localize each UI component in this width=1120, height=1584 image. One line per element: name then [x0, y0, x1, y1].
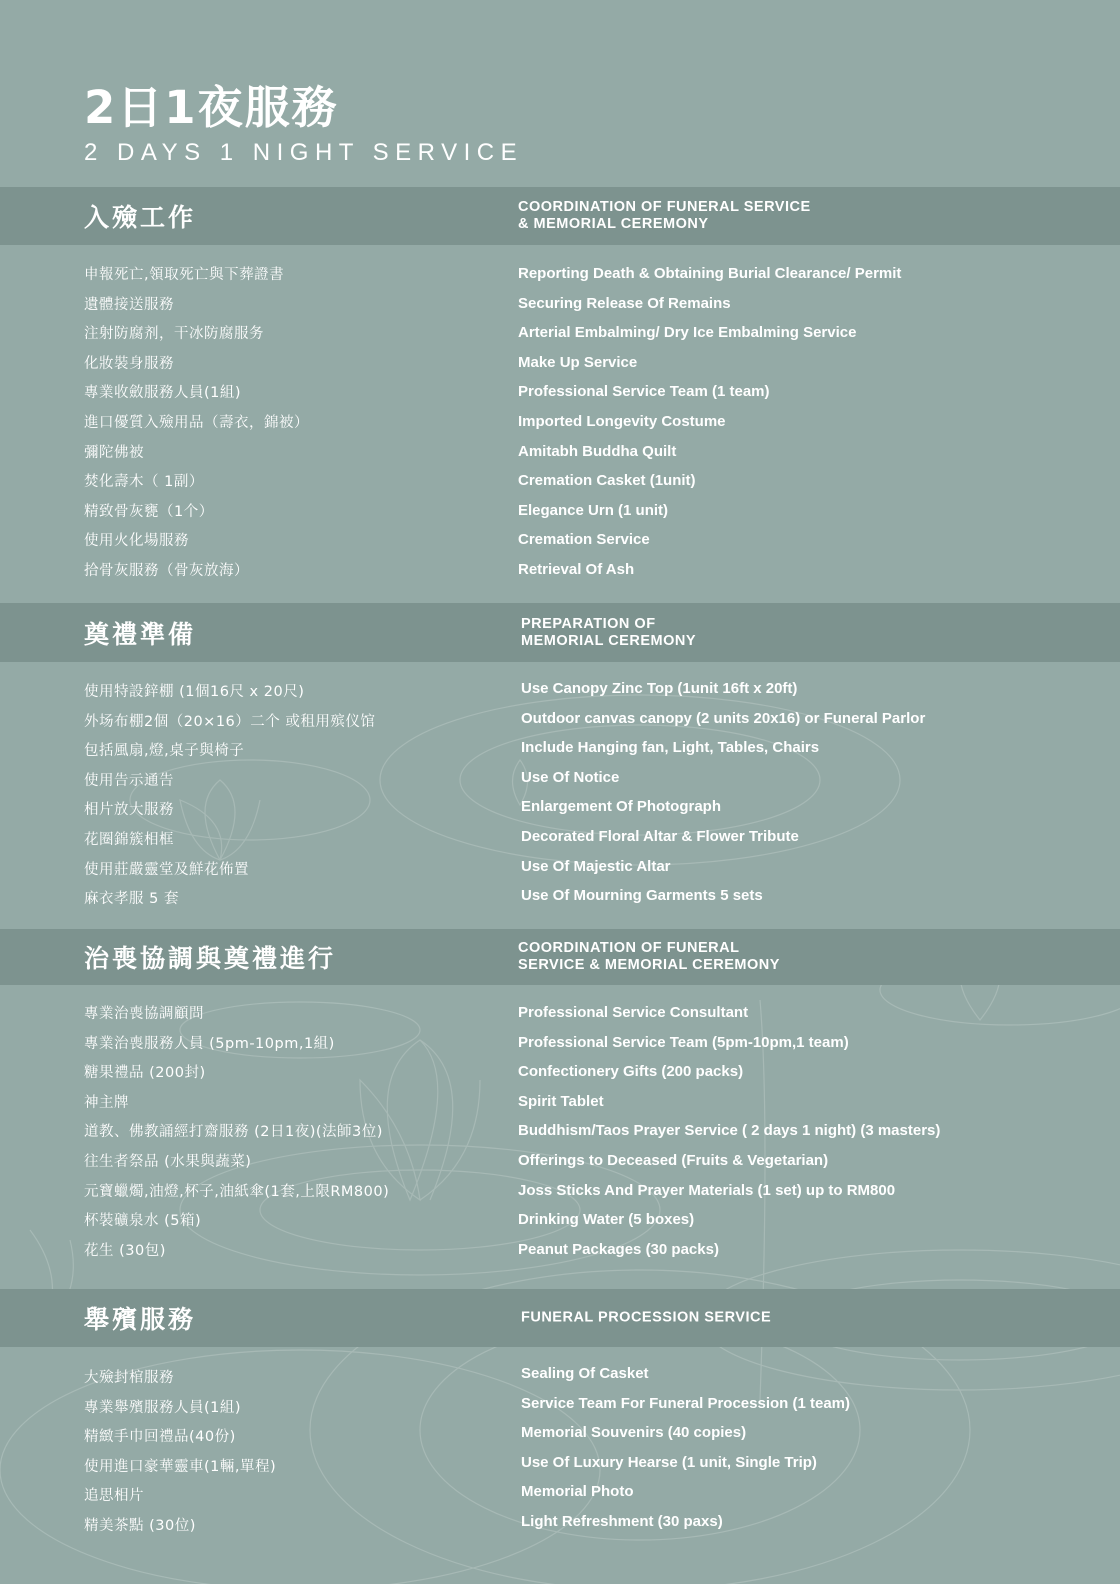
list-item: 申報死亡,領取死亡與下葬證書	[84, 267, 285, 283]
section-title-en	[521, 1310, 981, 1327]
list-item: 往生者祭品 (水果與蔬菜)	[84, 1153, 252, 1170]
list-item: Professional Service Team (1 team)	[518, 383, 770, 401]
list-item: 花圈錦簇相框	[84, 831, 174, 848]
list-item: 拾骨灰服務（骨灰放海）	[84, 562, 249, 579]
list-item: 專業治喪協調顧問	[84, 1006, 204, 1022]
list-item: Decorated Floral Altar & Flower Tribute	[521, 827, 799, 845]
list-item: Drinking Water (5 boxes)	[518, 1211, 695, 1229]
list-item: 糖果禮品 (200封)	[84, 1065, 206, 1082]
list-item: Sealing Of Casket	[521, 1365, 649, 1382]
list-item: Spirit Tablet	[518, 1092, 604, 1110]
list-item: Memorial Photo	[521, 1483, 634, 1501]
list-item: Use Of Majestic Altar	[521, 857, 671, 875]
list-item: Joss Sticks And Prayer Materials (1 set) up to RM800	[518, 1181, 896, 1199]
list-item: Include Hanging fan, Light, Tables, Chairs	[521, 739, 820, 757]
list-item: Securing Release Of Remains	[518, 294, 731, 312]
page-header	[84, 80, 523, 168]
list-item: Use Of Luxury Hearse (1 unit, Single Trip)	[521, 1453, 817, 1471]
section-title-en-line1: COORDINATION OF FUNERAL SERVICE	[518, 199, 811, 215]
section-title-zh: 入殮工作	[84, 203, 197, 232]
list-item: 注射防腐剂，干冰防腐服务	[84, 326, 264, 343]
service-list-en	[518, 998, 940, 1264]
list-item: 焚化壽木（ 1副）	[84, 474, 204, 491]
section-header-coordination	[0, 929, 1120, 985]
list-item: Use Canopy Zinc Top (1unit 16ft x 20ft)	[521, 680, 798, 697]
list-item: 道教、佛教誦經打齋服務 (2日1夜)(法師3位)	[84, 1124, 383, 1141]
list-item: 遺體接送服務	[84, 296, 174, 313]
list-item: Retrieval Of Ash	[518, 560, 635, 578]
list-item: 彌陀佛被	[84, 444, 144, 461]
list-item: 專業治喪服務人員 (5pm-10pm,1組)	[84, 1035, 335, 1052]
list-item: 元寶蠟燭,油燈,杯子,油紙傘(1套,上限RM800)	[84, 1183, 390, 1200]
section-header-preparation	[0, 603, 1120, 662]
section-title-en-line1: PREPARATION OF	[521, 615, 656, 632]
section-title-en-line1: COORDINATION OF FUNERAL	[518, 940, 740, 956]
list-item: Arterial Embalming/ Dry Ice Embalming Service	[518, 324, 857, 342]
section-title-en	[518, 199, 978, 233]
section-title-en	[521, 616, 981, 650]
list-item: Enlargement Of Photograph	[521, 798, 722, 816]
list-item: Cremation Service	[518, 531, 650, 549]
list-item: Cremation Casket (1unit)	[518, 472, 696, 490]
list-item: 使用莊嚴靈堂及鮮花佈置	[84, 861, 249, 878]
section-title-en-line1: FUNERAL PROCESSION SERVICE	[521, 1309, 772, 1326]
service-list-en	[518, 259, 901, 585]
list-item: 使用火化場服務	[84, 533, 189, 550]
list-item: Outdoor canvas canopy (2 units 20x16) or Funeral Parlor	[521, 709, 926, 727]
list-item: 精美茶點 (30位)	[84, 1517, 196, 1534]
section-title-zh: 治喪協調與奠禮進行	[84, 944, 337, 973]
section-header-encoffining	[0, 187, 1120, 245]
list-item: Offerings to Deceased (Fruits & Vegetarian)	[518, 1151, 829, 1169]
list-item: 追思相片	[84, 1488, 144, 1505]
list-item: 專業舉殯服務人員(1組)	[84, 1399, 242, 1416]
service-list-zh	[84, 1364, 276, 1542]
section-title-zh: 舉殯服務	[84, 1305, 197, 1334]
list-item: Service Team For Funeral Procession (1 team)	[521, 1394, 851, 1412]
service-list-zh	[84, 678, 375, 915]
list-item: 包括風扇,燈,桌子與椅子	[84, 743, 245, 760]
list-item: 花生 (30包)	[84, 1242, 166, 1259]
section-title-zh: 奠禮準備	[84, 619, 197, 649]
list-item: Make Up Service	[518, 353, 638, 371]
list-item: Use Of Notice	[521, 768, 620, 786]
list-item: Light Refreshment (30 paxs)	[521, 1512, 723, 1530]
service-list-en	[521, 674, 925, 911]
list-item: 進口優質入殮用品（壽衣，錦被）	[84, 414, 309, 431]
list-item: Professional Service Consultant	[518, 1004, 749, 1021]
list-item: Buddhism/Taos Prayer Service ( 2 days 1 night) (3 masters)	[518, 1122, 941, 1140]
section-header-procession	[0, 1289, 1120, 1347]
list-item: 使用進口豪華靈車(1輛,單程)	[84, 1458, 277, 1475]
list-item: Memorial Souvenirs (40 copies)	[521, 1424, 747, 1442]
list-item: 使用告示通告	[84, 772, 174, 789]
section-title-en-line2: & MEMORIAL CEREMONY	[518, 216, 709, 232]
list-item: Professional Service Team (5pm-10pm,1 team)	[518, 1033, 849, 1051]
list-item: 大殮封棺服務	[84, 1370, 174, 1386]
list-item: 使用特設鋅棚 (1個16尺 x 20尺)	[84, 684, 305, 700]
list-item: 化妝裝身服務	[84, 355, 174, 372]
service-list-en	[521, 1359, 850, 1537]
list-item: Elegance Urn (1 unit)	[518, 501, 669, 519]
page-title-zh: 2日1夜服務	[84, 81, 339, 134]
list-item: Confectionery Gifts (200 packs)	[518, 1063, 744, 1081]
service-list-zh	[84, 1000, 389, 1266]
list-item: Reporting Death & Obtaining Burial Clearance/ Permit	[518, 265, 902, 282]
list-item: 精緻手巾回禮品(40份)	[84, 1429, 236, 1446]
list-item: 相片放大服務	[84, 802, 174, 819]
section-title-en-line2: MEMORIAL CEREMONY	[521, 632, 696, 649]
list-item: Amitabh Buddha Quilt	[518, 442, 677, 460]
list-item: 精致骨灰甕（1个）	[84, 503, 214, 520]
list-item: 神主牌	[84, 1094, 129, 1111]
list-item: 外场布棚2個（20×16）二个 或租用殡仪馆	[84, 713, 376, 730]
list-item: 麻衣孝服 5 套	[84, 891, 179, 908]
list-item: Use Of Mourning Garments 5 sets	[521, 887, 763, 905]
list-item: 杯裝礦泉水 (5箱)	[84, 1213, 202, 1230]
section-title-en	[518, 940, 978, 974]
page-title-en: 2 DAYS 1 NIGHT SERVICE	[84, 139, 524, 166]
list-item: 專業收斂服務人員(1組)	[84, 385, 242, 402]
list-item: Imported Longevity Costume	[518, 412, 726, 430]
service-list-zh	[84, 261, 309, 587]
section-title-en-line2: SERVICE & MEMORIAL CEREMONY	[518, 957, 780, 973]
list-item: Peanut Packages (30 packs)	[518, 1240, 719, 1258]
